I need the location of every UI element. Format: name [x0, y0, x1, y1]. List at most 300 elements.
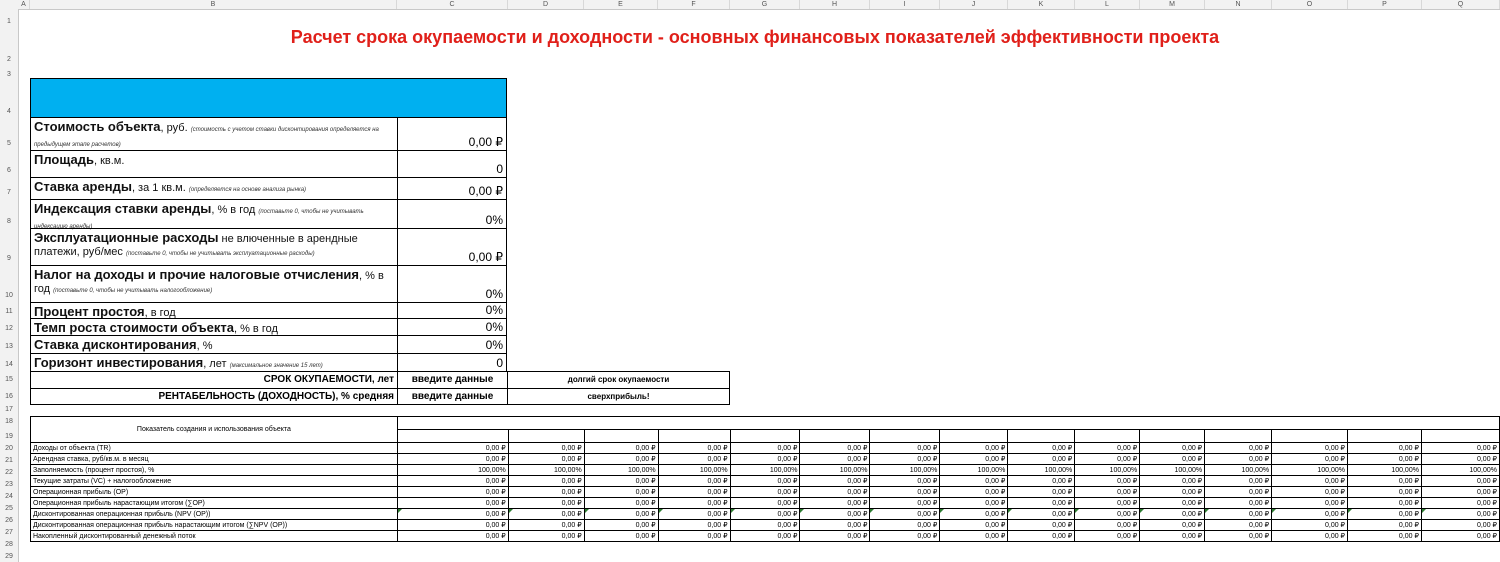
period-cell[interactable] [800, 430, 870, 443]
param-unit: , кв.м. [93, 155, 125, 167]
value-cell[interactable]: 0,00 ₽ [1348, 454, 1422, 465]
row-label: Текущие затраты (VC) + налогообложение [31, 476, 398, 487]
error-indicator-icon [1205, 509, 1209, 513]
value-cell[interactable]: 0,00 ₽ [1075, 509, 1140, 520]
param-row [31, 177, 506, 199]
value-cell[interactable]: 100,00% [397, 465, 508, 476]
row-header[interactable]: 2 [7, 56, 11, 63]
param-label [31, 151, 398, 177]
period-cell[interactable] [508, 430, 584, 443]
value-cell[interactable]: 100,00% [1205, 465, 1272, 476]
value-cell[interactable]: 100,00% [870, 465, 940, 476]
value-cell[interactable]: 0,00 ₽ [730, 476, 800, 487]
row-header[interactable]: 14 [5, 361, 13, 368]
profitability-label: РЕНТАБЕЛЬНОСТЬ (ДОХОДНОСТЬ), % средняя [31, 389, 398, 404]
value-cell[interactable]: 0,00 ₽ [397, 454, 508, 465]
table-row [31, 454, 1500, 465]
value-cell[interactable]: 0,00 ₽ [1008, 487, 1075, 498]
value-cell[interactable]: 0,00 ₽ [800, 531, 870, 542]
value-cell[interactable]: 0,00 ₽ [1421, 509, 1499, 520]
row-header[interactable]: 26 [5, 517, 13, 524]
row-header[interactable]: 8 [7, 218, 11, 225]
column-header[interactable]: O [1272, 0, 1348, 9]
param-name: Процент простоя [34, 304, 145, 319]
table-row [31, 443, 1500, 454]
row-header[interactable]: 15 [5, 376, 13, 383]
error-indicator-icon [1422, 509, 1426, 513]
value-cell[interactable]: 0,00 ₽ [584, 498, 658, 509]
value-cell[interactable]: 100,00% [1008, 465, 1075, 476]
param-row [31, 335, 506, 353]
value-cell[interactable]: 0,00 ₽ [870, 520, 940, 531]
value-cell[interactable]: 0,00 ₽ [658, 520, 730, 531]
value-cell[interactable]: 0,00 ₽ [1421, 443, 1499, 454]
row-header[interactable]: 25 [5, 505, 13, 512]
value-cell[interactable]: 0,00 ₽ [1272, 443, 1348, 454]
value-cell[interactable]: 0,00 ₽ [658, 476, 730, 487]
value-cell[interactable]: 0,00 ₽ [730, 454, 800, 465]
value-cell[interactable]: 0,00 ₽ [1075, 520, 1140, 531]
column-header[interactable]: M [1140, 0, 1205, 9]
param-note: (поставьте 0, чтобы не учитывать налогообложение) [53, 288, 213, 294]
param-value-cell[interactable]: 0 [496, 162, 503, 176]
param-value-cell[interactable]: 0,00 ₽ [468, 135, 503, 149]
period-cell[interactable] [658, 430, 730, 443]
value-cell[interactable]: 0,00 ₽ [1008, 454, 1075, 465]
error-indicator-icon [1008, 509, 1012, 513]
value-cell[interactable]: 100,00% [730, 465, 800, 476]
value-cell[interactable]: 0,00 ₽ [940, 487, 1008, 498]
value-cell[interactable]: 0,00 ₽ [1075, 531, 1140, 542]
column-header[interactable]: L [1075, 0, 1140, 9]
period-cell[interactable] [1140, 430, 1205, 443]
value-cell[interactable]: 0,00 ₽ [940, 531, 1008, 542]
row-header[interactable]: 22 [5, 469, 13, 476]
param-unit: , % в год [211, 204, 259, 216]
param-note: (поставьте 0, чтобы не учитывать эксплуатационные расходы) [126, 251, 315, 257]
value-cell[interactable]: 0,00 ₽ [1205, 454, 1272, 465]
value-cell[interactable]: 0,00 ₽ [1075, 443, 1140, 454]
row-label: Арендная ставка, руб/кв.м. в месяц [31, 454, 398, 465]
value-cell[interactable]: 100,00% [940, 465, 1008, 476]
param-unit: , % в год [233, 323, 278, 335]
profitability-note: сверхприбыль! [587, 392, 650, 401]
value-cell[interactable]: 0,00 ₽ [870, 531, 940, 542]
value-cell[interactable]: 0,00 ₽ [940, 498, 1008, 509]
row-label: Операционная прибыль (ОР) [31, 487, 398, 498]
row-header[interactable]: 13 [5, 343, 13, 350]
row-header[interactable]: 27 [5, 529, 13, 536]
value-cell[interactable]: 0,00 ₽ [1140, 531, 1205, 542]
error-indicator-icon [1272, 509, 1276, 513]
value-cell[interactable]: 0,00 ₽ [1140, 509, 1205, 520]
param-value-cell[interactable]: 0% [485, 303, 503, 317]
param-name: Ставка дисконтирования [34, 337, 197, 352]
value-cell[interactable]: 0,00 ₽ [508, 487, 584, 498]
param-row [31, 150, 506, 177]
value-cell[interactable]: 0,00 ₽ [397, 487, 508, 498]
value-cell[interactable]: 0,00 ₽ [1421, 520, 1499, 531]
row-header[interactable]: 12 [5, 325, 13, 332]
value-cell[interactable]: 0,00 ₽ [508, 443, 584, 454]
value-cell[interactable]: 0,00 ₽ [658, 487, 730, 498]
column-header[interactable]: D [508, 0, 584, 9]
row-header[interactable]: 1 [7, 18, 11, 25]
error-indicator-icon [398, 509, 402, 513]
value-cell[interactable]: 0,00 ₽ [1008, 498, 1075, 509]
row-header[interactable]: 24 [5, 493, 13, 500]
value-cell[interactable]: 0,00 ₽ [1348, 509, 1422, 520]
param-name: Площадь [34, 152, 94, 167]
param-note: (максимальное значение 15 лет) [229, 363, 323, 369]
value-cell[interactable]: 100,00% [508, 465, 584, 476]
param-value-cell[interactable]: 0 [496, 356, 503, 370]
value-cell[interactable]: 0,00 ₽ [1348, 520, 1422, 531]
value-cell[interactable]: 0,00 ₽ [870, 498, 940, 509]
value-cell[interactable]: 0,00 ₽ [1140, 498, 1205, 509]
period-cell[interactable] [584, 430, 658, 443]
value-cell[interactable]: 0,00 ₽ [1075, 476, 1140, 487]
param-name: Эксплуатационные расходы [34, 230, 219, 245]
param-label [31, 303, 398, 318]
row-header[interactable]: 17 [5, 406, 13, 413]
value-cell[interactable]: 0,00 ₽ [1205, 487, 1272, 498]
value-cell[interactable]: 100,00% [1272, 465, 1348, 476]
param-row [31, 228, 506, 265]
value-cell[interactable]: 0,00 ₽ [1272, 487, 1348, 498]
blue-header-block[interactable] [30, 78, 507, 118]
value-cell[interactable]: 0,00 ₽ [1140, 443, 1205, 454]
value-cell[interactable]: 0,00 ₽ [584, 509, 658, 520]
value-cell[interactable]: 0,00 ₽ [1348, 498, 1422, 509]
value-cell[interactable]: 0,00 ₽ [730, 498, 800, 509]
column-header[interactable]: P [1348, 0, 1422, 9]
value-cell[interactable]: 0,00 ₽ [1272, 454, 1348, 465]
row-header[interactable]: 23 [5, 481, 13, 488]
row-label: Доходы от объекта (TR) [31, 443, 398, 454]
value-cell[interactable]: 0,00 ₽ [940, 454, 1008, 465]
error-indicator-icon [870, 509, 874, 513]
period-cell[interactable] [870, 430, 940, 443]
sheet-title: Расчет срока окупаемости и доходности - основных финансовых показателей эффективности проекта [290, 27, 1220, 47]
value-cell[interactable]: 0,00 ₽ [940, 443, 1008, 454]
table-header-row [31, 417, 1500, 430]
value-cell[interactable]: 0,00 ₽ [508, 520, 584, 531]
period-cell[interactable] [1348, 430, 1422, 443]
param-label [31, 118, 398, 150]
param-value-cell[interactable]: 0,00 ₽ [468, 250, 503, 264]
value-cell[interactable]: 0,00 ₽ [584, 476, 658, 487]
value-cell[interactable]: 0,00 ₽ [584, 520, 658, 531]
value-cell[interactable]: 0,00 ₽ [1272, 498, 1348, 509]
value-cell[interactable]: 0,00 ₽ [1421, 454, 1499, 465]
value-cell[interactable]: 100,00% [1075, 465, 1140, 476]
error-indicator-icon [659, 509, 663, 513]
param-label [31, 336, 398, 353]
table-row [31, 465, 1500, 476]
row-header[interactable]: 9 [7, 255, 11, 262]
column-header[interactable]: F [658, 0, 730, 9]
value-cell[interactable]: 0,00 ₽ [508, 498, 584, 509]
payback-note: долгий срок окупаемости [567, 375, 670, 384]
period-cell[interactable] [730, 430, 800, 443]
column-header[interactable]: H [800, 0, 870, 9]
value-cell[interactable]: 0,00 ₽ [1205, 443, 1272, 454]
value-cell[interactable]: 0,00 ₽ [800, 454, 870, 465]
value-cell[interactable]: 0,00 ₽ [1421, 476, 1499, 487]
value-cell[interactable]: 0,00 ₽ [730, 509, 800, 520]
value-cell[interactable]: 0,00 ₽ [584, 443, 658, 454]
column-header[interactable]: Q [1422, 0, 1500, 9]
value-cell[interactable]: 0,00 ₽ [870, 443, 940, 454]
column-header[interactable]: B [30, 0, 397, 9]
param-name: Ставка аренды [34, 179, 132, 194]
value-cell[interactable]: 0,00 ₽ [1348, 443, 1422, 454]
value-cell[interactable]: 0,00 ₽ [800, 520, 870, 531]
value-cell[interactable]: 0,00 ₽ [658, 498, 730, 509]
value-cell[interactable]: 0,00 ₽ [1348, 531, 1422, 542]
value-cell[interactable]: 0,00 ₽ [1140, 454, 1205, 465]
row-header[interactable]: 19 [5, 433, 13, 440]
table-header: Показатель создания и использования объекта [31, 417, 398, 443]
param-name: Индексация ставки аренды [34, 201, 212, 216]
param-label [31, 266, 398, 302]
value-cell[interactable]: 0,00 ₽ [1272, 520, 1348, 531]
param-unit: , лет [203, 358, 230, 370]
value-cell[interactable]: 0,00 ₽ [800, 443, 870, 454]
table-row [31, 487, 1500, 498]
row-header[interactable]: 3 [7, 71, 11, 78]
value-cell[interactable]: 0,00 ₽ [584, 454, 658, 465]
param-name: Темп роста стоимости объекта [34, 320, 234, 335]
param-name: Налог на доходы и прочие налоговые отчисления [34, 267, 359, 282]
param-row [31, 118, 506, 150]
row-headers [0, 9, 19, 562]
value-cell[interactable]: 100,00% [1348, 465, 1422, 476]
value-cell[interactable]: 100,00% [584, 465, 658, 476]
value-cell[interactable]: 0,00 ₽ [1140, 520, 1205, 531]
error-indicator-icon [800, 509, 804, 513]
param-label [31, 178, 398, 199]
value-cell[interactable]: 0,00 ₽ [730, 487, 800, 498]
error-indicator-icon [1140, 509, 1144, 513]
param-value-cell[interactable]: 0,00 ₽ [468, 184, 503, 198]
row-header[interactable]: 5 [7, 140, 11, 147]
param-unit: , % [196, 340, 213, 352]
value-cell[interactable]: 0,00 ₽ [584, 531, 658, 542]
value-cell[interactable]: 0,00 ₽ [940, 509, 1008, 520]
param-name: Стоимость объекта [34, 119, 161, 134]
value-cell[interactable]: 0,00 ₽ [397, 443, 508, 454]
profitability-row [31, 388, 729, 404]
profitability-value-cell[interactable]: введите данные [398, 389, 508, 404]
param-note: (поставьте 0, чтобы не учитывать индексацию аренды) [34, 209, 364, 230]
value-cell[interactable]: 0,00 ₽ [1008, 476, 1075, 487]
param-value-cell[interactable]: 0% [485, 213, 503, 227]
period-cell[interactable] [1272, 430, 1348, 443]
payback-row [31, 372, 729, 388]
param-note: (стоимость с учетом ставки дисконтирования определяется на предыдущем этапе расчетов) [34, 127, 379, 148]
param-unit: , за 1 кв.м. [131, 182, 189, 194]
row-header[interactable]: 28 [5, 541, 13, 548]
value-cell[interactable]: 0,00 ₽ [1421, 487, 1499, 498]
param-value-cell[interactable]: 0% [485, 287, 503, 301]
value-cell[interactable]: 0,00 ₽ [1008, 531, 1075, 542]
value-cell[interactable]: 0,00 ₽ [870, 487, 940, 498]
table-row [31, 531, 1500, 542]
value-cell[interactable]: 0,00 ₽ [584, 487, 658, 498]
value-cell[interactable]: 0,00 ₽ [1272, 531, 1348, 542]
parameters-table [30, 118, 507, 372]
row-header[interactable]: 10 [5, 292, 13, 299]
row-header[interactable]: 7 [7, 189, 11, 196]
column-header[interactable]: A [18, 0, 30, 9]
row-header[interactable]: 4 [7, 108, 11, 115]
value-cell[interactable]: 0,00 ₽ [1140, 476, 1205, 487]
value-cell[interactable]: 0,00 ₽ [658, 509, 730, 520]
value-cell[interactable]: 0,00 ₽ [1348, 476, 1422, 487]
value-cell[interactable]: 0,00 ₽ [1075, 487, 1140, 498]
value-cell[interactable]: 0,00 ₽ [730, 443, 800, 454]
value-cell[interactable]: 0,00 ₽ [940, 476, 1008, 487]
period-cell[interactable] [1075, 430, 1140, 443]
param-unit: , в год [144, 307, 176, 319]
row-label: Дисконтированная операционная прибыль (NPV (OP)) [31, 509, 398, 520]
error-indicator-icon [585, 509, 589, 513]
row-label: Накопленный дисконтированный денежный поток [31, 531, 398, 542]
param-row [31, 353, 506, 371]
param-label [31, 354, 398, 371]
value-cell[interactable]: 0,00 ₽ [1205, 476, 1272, 487]
value-cell[interactable]: 0,00 ₽ [1205, 498, 1272, 509]
column-header[interactable]: K [1008, 0, 1075, 9]
value-cell[interactable]: 0,00 ₽ [800, 498, 870, 509]
value-cell[interactable]: 0,00 ₽ [1205, 520, 1272, 531]
param-label [31, 229, 398, 265]
period-cell[interactable] [1205, 430, 1272, 443]
row-header[interactable]: 20 [5, 445, 13, 452]
value-cell[interactable]: 0,00 ₽ [800, 476, 870, 487]
column-header[interactable]: C [397, 0, 508, 9]
value-cell[interactable]: 0,00 ₽ [397, 476, 508, 487]
row-header[interactable]: 18 [5, 418, 13, 425]
error-indicator-icon [509, 509, 513, 513]
row-label: Заполняемость (процент простоя), % [31, 465, 398, 476]
table-row [31, 520, 1500, 531]
row-header[interactable]: 11 [5, 308, 13, 315]
column-header[interactable]: E [584, 0, 658, 9]
value-cell[interactable]: 0,00 ₽ [870, 454, 940, 465]
period-cell[interactable] [1008, 430, 1075, 443]
value-cell[interactable]: 0,00 ₽ [508, 509, 584, 520]
payback-value-cell[interactable]: введите данные [398, 372, 508, 388]
column-header[interactable]: G [730, 0, 800, 9]
results-block [30, 371, 730, 405]
value-cell[interactable]: 0,00 ₽ [1008, 443, 1075, 454]
param-note: (определяется на основе анализа рынка) [188, 187, 307, 193]
value-cell[interactable]: 0,00 ₽ [397, 531, 508, 542]
value-cell[interactable]: 0,00 ₽ [508, 454, 584, 465]
param-label [31, 200, 398, 228]
period-cell[interactable] [1421, 430, 1499, 443]
value-cell[interactable]: 0,00 ₽ [1421, 531, 1499, 542]
value-cell[interactable]: 0,00 ₽ [1075, 498, 1140, 509]
param-label [31, 319, 398, 335]
param-row [31, 318, 506, 335]
value-cell[interactable]: 0,00 ₽ [658, 443, 730, 454]
period-cell[interactable] [940, 430, 1008, 443]
row-label: Дисконтированная операционная прибыль нарастающим итогом (∑NPV (OP)) [31, 520, 398, 531]
column-header[interactable]: J [940, 0, 1008, 9]
value-cell[interactable]: 0,00 ₽ [1205, 509, 1272, 520]
param-row [31, 302, 506, 318]
value-cell[interactable]: 0,00 ₽ [870, 476, 940, 487]
param-unit: не влюченные в арендные платежи, руб/мес [34, 233, 358, 258]
error-indicator-icon [940, 509, 944, 513]
param-value-cell[interactable]: 0% [485, 320, 503, 334]
value-cell[interactable]: 0,00 ₽ [658, 531, 730, 542]
value-cell[interactable]: 0,00 ₽ [800, 509, 870, 520]
column-header[interactable]: N [1205, 0, 1272, 9]
value-cell[interactable]: 100,00% [1140, 465, 1205, 476]
error-indicator-icon [1348, 509, 1352, 513]
value-cell[interactable]: 0,00 ₽ [1140, 487, 1205, 498]
value-cell[interactable]: 100,00% [1421, 465, 1499, 476]
param-row [31, 265, 506, 302]
value-cell[interactable]: 0,00 ₽ [658, 454, 730, 465]
param-unit: , руб. [160, 122, 191, 134]
value-cell[interactable]: 0,00 ₽ [1008, 520, 1075, 531]
cashflow-table [30, 416, 1500, 542]
value-cell[interactable]: 100,00% [800, 465, 870, 476]
row-header[interactable]: 21 [5, 457, 13, 464]
value-cell[interactable]: 0,00 ₽ [397, 520, 508, 531]
param-value-cell[interactable]: 0% [485, 338, 503, 352]
row-header[interactable]: 29 [5, 553, 13, 560]
value-cell[interactable]: 0,00 ₽ [1348, 487, 1422, 498]
error-indicator-icon [731, 509, 735, 513]
column-header[interactable]: I [870, 0, 940, 9]
period-header-cell[interactable] [397, 417, 1499, 430]
row-header[interactable]: 6 [7, 167, 11, 174]
value-cell[interactable]: 0,00 ₽ [730, 520, 800, 531]
value-cell[interactable]: 0,00 ₽ [1075, 454, 1140, 465]
column-headers [0, 0, 1500, 10]
param-name: Горизонт инвестирования [34, 355, 204, 370]
value-cell[interactable]: 0,00 ₽ [1008, 509, 1075, 520]
value-cell[interactable]: 100,00% [658, 465, 730, 476]
value-cell[interactable]: 0,00 ₽ [1272, 509, 1348, 520]
value-cell[interactable]: 0,00 ₽ [397, 498, 508, 509]
value-cell[interactable]: 0,00 ₽ [508, 531, 584, 542]
row-header[interactable]: 16 [5, 393, 13, 400]
value-cell[interactable]: 0,00 ₽ [508, 476, 584, 487]
row-label: Операционная прибыль нарастающим итогом (∑ОР) [31, 498, 398, 509]
value-cell[interactable]: 0,00 ₽ [940, 520, 1008, 531]
table-row [31, 476, 1500, 487]
value-cell[interactable]: 0,00 ₽ [870, 509, 940, 520]
value-cell[interactable]: 0,00 ₽ [730, 531, 800, 542]
table-row [31, 509, 1500, 520]
param-unit: , % в год [34, 270, 384, 295]
payback-label: СРОК ОКУПАЕМОСТИ, лет [31, 372, 398, 388]
value-cell[interactable]: 0,00 ₽ [397, 509, 508, 520]
value-cell[interactable]: 0,00 ₽ [1421, 498, 1499, 509]
value-cell[interactable]: 0,00 ₽ [800, 487, 870, 498]
value-cell[interactable]: 0,00 ₽ [1205, 531, 1272, 542]
period-cell[interactable] [397, 430, 508, 443]
value-cell[interactable]: 0,00 ₽ [1272, 476, 1348, 487]
